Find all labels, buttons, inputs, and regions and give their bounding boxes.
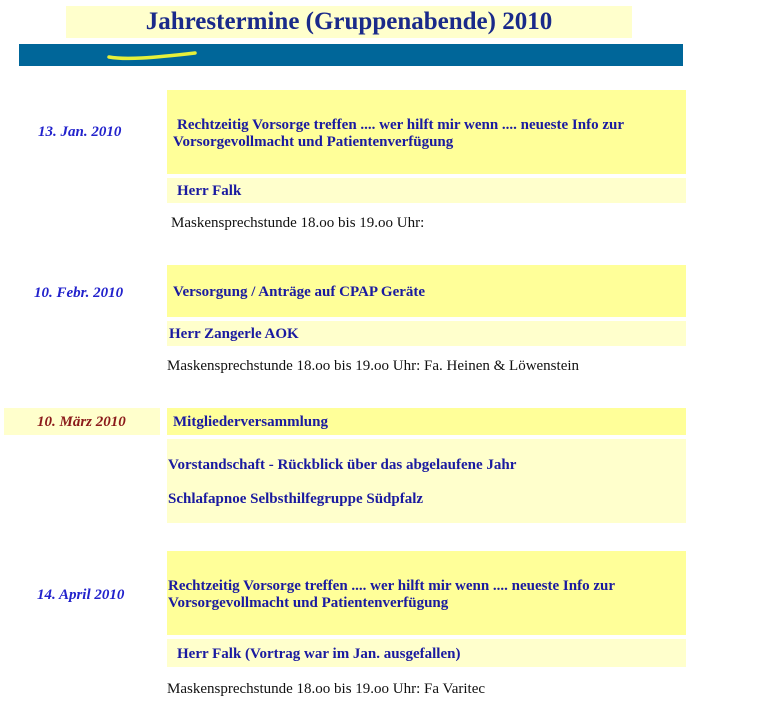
event-date: 10. März 2010 [37, 414, 126, 430]
event-detail-line: Vorstandschaft - Rückblick über das abgelaufene Jahr [168, 457, 517, 473]
title-box [66, 6, 632, 38]
event-topic-text: Rechtzeitig Vorsorge treffen .... wer hilft mir wenn .... neueste Info zur Vorsorgevollmacht und Patientenverfügung [173, 117, 624, 150]
event-topic: Mitgliederversammlung [167, 408, 686, 435]
event-topic: Versorgung / Anträge auf CPAP Geräte [167, 265, 686, 317]
event-topic: Rechtzeitig Vorsorge treffen .... wer hilft mir wenn .... neueste Info zur Vorsorgevollmacht und Patientenverfügung [167, 551, 686, 635]
event-details [167, 439, 686, 523]
event-speaker: Herr Zangerle AOK [167, 321, 686, 346]
event-topic [167, 90, 686, 174]
event-speaker: Herr Falk (Vortrag war im Jan. ausgefallen) [167, 639, 686, 667]
event-note: Maskensprechstunde 18.oo bis 19.oo Uhr: Fa Varitec [167, 681, 486, 697]
page-title: Jahrestermine (Gruppenabende) 2010 [145, 8, 553, 35]
event-speaker: Herr Falk [167, 178, 686, 203]
event-note: Maskensprechstunde 18.oo bis 19.oo Uhr: Fa. Heinen & Löwenstein [167, 358, 580, 374]
event-note: Maskensprechstunde 18.oo bis 19.oo Uhr: [171, 215, 425, 231]
event-date: 14. April 2010 [37, 587, 125, 603]
highlight-stroke-icon [106, 49, 198, 61]
event-detail-line: Schlafapnoe Selbsthilfegruppe Südpfalz [168, 491, 424, 507]
event-date: 13. Jan. 2010 [38, 124, 122, 140]
event-date: 10. Febr. 2010 [34, 285, 124, 301]
